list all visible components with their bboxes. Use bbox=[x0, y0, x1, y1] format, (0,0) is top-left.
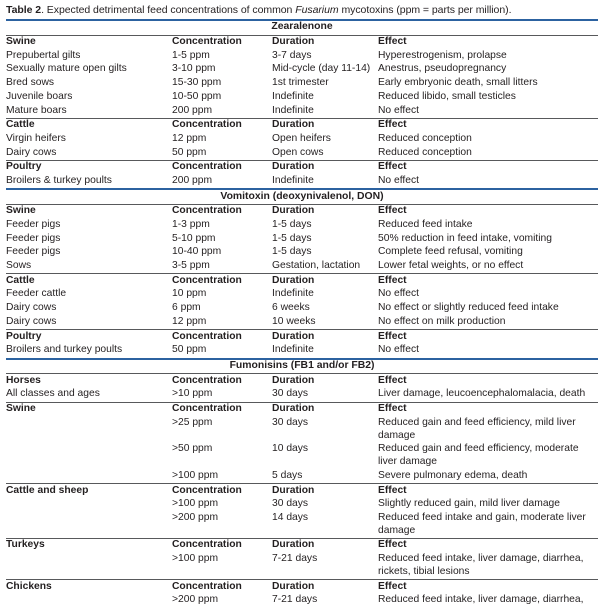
cell-duration: 5 days bbox=[272, 469, 303, 481]
cell-concentration: 15-30 ppm bbox=[172, 77, 222, 89]
cell-duration: 7-21 days bbox=[272, 594, 318, 606]
cell-duration: 3-7 days bbox=[272, 49, 312, 61]
group-header-row bbox=[6, 204, 598, 218]
table-row bbox=[6, 49, 598, 63]
cell-duration: Open heifers bbox=[272, 132, 331, 144]
cell-animal: Prepubertal gilts bbox=[6, 49, 81, 61]
table-caption-text-2: mycotoxins (ppm = parts per million). bbox=[338, 4, 512, 16]
table-row bbox=[6, 232, 598, 246]
table-row bbox=[6, 315, 598, 329]
table-row bbox=[6, 90, 598, 104]
table-row bbox=[6, 344, 598, 359]
cell-effect: No effect bbox=[378, 174, 420, 186]
cell-animal: Broilers & turkey poults bbox=[6, 174, 112, 186]
column-header-effect: Effect bbox=[378, 580, 598, 594]
cell-concentration: >100 ppm bbox=[172, 553, 219, 565]
cell-concentration: 10-40 ppm bbox=[172, 246, 222, 258]
cell-effect: 50% reduction in feed intake, vomiting bbox=[378, 232, 553, 244]
cell-concentration: >50 ppm bbox=[172, 443, 213, 455]
group-animal-header: Cattle bbox=[6, 274, 172, 288]
cell-effect: Reduced feed intake and gain, moderate liver damage bbox=[378, 511, 586, 536]
cell-concentration: 1-5 ppm bbox=[172, 49, 210, 61]
cell-concentration: 50 ppm bbox=[172, 344, 207, 356]
group-header-row bbox=[6, 374, 598, 388]
cell-effect: Slightly reduced gain, mild liver damage bbox=[378, 498, 561, 510]
cell-duration: 10 weeks bbox=[272, 315, 316, 327]
group-animal-header: Swine bbox=[6, 205, 36, 217]
cell-effect: Early embryonic death, small litters bbox=[378, 77, 538, 89]
column-header-effect: Effect bbox=[378, 330, 598, 344]
section-title-row bbox=[6, 359, 598, 374]
cell-concentration: 3-10 ppm bbox=[172, 63, 216, 75]
cell-duration: Open cows bbox=[272, 146, 324, 158]
table-row bbox=[6, 260, 598, 274]
cell-concentration: 12 ppm bbox=[172, 315, 207, 327]
cell-effect: Reduced gain and feed efficiency, moderate liver damage bbox=[378, 443, 579, 468]
table-row bbox=[6, 302, 598, 316]
column-header-effect: Effect bbox=[378, 402, 598, 416]
cell-duration: 10 days bbox=[272, 443, 309, 455]
cell-concentration: 10 ppm bbox=[172, 288, 207, 300]
column-header-effect: Effect bbox=[378, 274, 598, 288]
table-row bbox=[6, 469, 598, 483]
cell-animal: Dairy cows bbox=[6, 146, 57, 158]
table-row bbox=[6, 146, 598, 160]
cell-effect: No effect bbox=[378, 344, 420, 356]
cell-animal: Dairy cows bbox=[6, 315, 57, 327]
table-row bbox=[6, 104, 598, 118]
group-animal-header: Poultry bbox=[6, 330, 172, 344]
cell-effect: Reduced feed intake, liver damage, diarrhea, rickets, tibial lesions bbox=[378, 553, 584, 578]
cell-duration: 1-5 days bbox=[272, 232, 312, 244]
cell-effect: Liver damage, leucoencephalomalacia, death bbox=[378, 388, 586, 400]
cell-duration: 7-21 days bbox=[272, 553, 318, 565]
cell-animal bbox=[6, 443, 172, 470]
cell-duration: 6 weeks bbox=[272, 302, 310, 314]
column-header-concentration: Concentration bbox=[172, 484, 272, 498]
cell-effect: Lower fetal weights, or no effect bbox=[378, 260, 524, 272]
cell-animal: All classes and ages bbox=[6, 388, 100, 400]
cell-duration: Indefinite bbox=[272, 90, 314, 102]
cell-concentration: 1-3 ppm bbox=[172, 219, 210, 231]
cell-animal: Feeder cattle bbox=[6, 288, 67, 300]
group-header-row bbox=[6, 330, 598, 344]
cell-duration: Mid-cycle (day 11-14) bbox=[272, 63, 371, 75]
section-title: Fumonisins (FB1 and/or FB2) bbox=[6, 359, 598, 374]
cell-concentration: 12 ppm bbox=[172, 132, 207, 144]
cell-effect: Severe pulmonary edema, death bbox=[378, 469, 528, 481]
table-row bbox=[6, 553, 598, 580]
table-row bbox=[6, 246, 598, 260]
cell-concentration: 200 ppm bbox=[172, 104, 213, 116]
cell-concentration: 6 ppm bbox=[172, 302, 201, 314]
group-animal-header: Poultry bbox=[6, 160, 172, 174]
cell-effect: Reduced conception bbox=[378, 146, 472, 158]
table-row bbox=[6, 77, 598, 91]
cell-effect: Reduced gain and feed efficiency, mild liver damage bbox=[378, 416, 576, 441]
cell-animal bbox=[6, 594, 172, 608]
column-header-duration: Duration bbox=[272, 402, 378, 416]
cell-concentration: 3-5 ppm bbox=[172, 260, 210, 272]
cell-duration: 1-5 days bbox=[272, 219, 312, 231]
section-title: Zearalenone bbox=[6, 20, 598, 35]
group-header-row bbox=[6, 402, 598, 416]
cell-effect: No effect bbox=[378, 288, 420, 300]
cell-animal: Sows bbox=[6, 260, 32, 272]
column-header-concentration: Concentration bbox=[172, 374, 242, 386]
group-animal-header: Turkeys bbox=[6, 539, 172, 553]
column-header-concentration: Concentration bbox=[172, 36, 242, 48]
cell-concentration: 10-50 ppm bbox=[172, 90, 222, 102]
cell-animal: Dairy cows bbox=[6, 302, 57, 314]
cell-animal: Feeder pigs bbox=[6, 246, 61, 258]
cell-duration: 1-5 days bbox=[272, 246, 312, 258]
section-title: Vomitoxin (deoxynivalenol, DON) bbox=[6, 189, 598, 204]
column-header-duration: Duration bbox=[272, 36, 315, 48]
cell-effect: Reduced feed intake, liver damage, diarrhea, bbox=[378, 594, 584, 606]
table-caption bbox=[6, 4, 598, 19]
group-header-row bbox=[6, 484, 598, 498]
table-row bbox=[6, 63, 598, 77]
column-header-duration: Duration bbox=[272, 205, 315, 217]
cell-duration: Gestation, lactation bbox=[272, 260, 361, 272]
cell-animal: Bred sows bbox=[6, 77, 55, 89]
cell-duration: 30 days bbox=[272, 416, 309, 428]
table-row bbox=[6, 388, 598, 402]
cell-animal: Mature boars bbox=[6, 104, 67, 116]
cell-effect: Hyperestrogenism, prolapse bbox=[378, 49, 507, 61]
cell-effect: No effect on milk production bbox=[378, 315, 506, 327]
column-header-concentration: Concentration bbox=[172, 580, 272, 594]
group-header-row bbox=[6, 160, 598, 174]
cell-effect: Complete feed refusal, vomiting bbox=[378, 246, 523, 258]
group-animal-header: Chickens bbox=[6, 580, 172, 594]
cell-animal bbox=[6, 498, 172, 512]
cell-animal: Broilers and turkey poults bbox=[6, 344, 123, 356]
column-header-duration: Duration bbox=[272, 330, 378, 344]
column-header-effect: Effect bbox=[378, 205, 407, 217]
cell-effect: No effect bbox=[378, 104, 420, 116]
column-header-duration: Duration bbox=[272, 118, 378, 132]
mycotoxin-table bbox=[6, 19, 598, 608]
column-header-duration: Duration bbox=[272, 274, 378, 288]
cell-concentration: >200 ppm bbox=[172, 511, 219, 523]
group-header-row bbox=[6, 580, 598, 594]
table-row bbox=[6, 443, 598, 470]
cell-concentration: >100 ppm bbox=[172, 498, 219, 510]
table-row bbox=[6, 416, 598, 443]
cell-animal: Sexually mature open gilts bbox=[6, 63, 127, 75]
column-header-duration: Duration bbox=[272, 484, 378, 498]
cell-animal: Juvenile boars bbox=[6, 90, 73, 102]
column-header-concentration: Concentration bbox=[172, 274, 272, 288]
group-animal-header: Horses bbox=[6, 374, 41, 386]
table-caption-label: Table 2 bbox=[6, 4, 42, 16]
column-header-effect: Effect bbox=[378, 36, 407, 48]
cell-animal bbox=[6, 553, 172, 580]
column-header-effect: Effect bbox=[378, 539, 598, 553]
group-header-row bbox=[6, 35, 598, 49]
group-animal-header: Cattle and sheep bbox=[6, 484, 172, 498]
cell-concentration: >25 ppm bbox=[172, 416, 213, 428]
table-row bbox=[6, 288, 598, 302]
cell-duration: Indefinite bbox=[272, 174, 314, 186]
cell-effect: Reduced feed intake bbox=[378, 219, 473, 231]
cell-concentration: 200 ppm bbox=[172, 174, 213, 186]
column-header-concentration: Concentration bbox=[172, 205, 242, 217]
column-header-concentration: Concentration bbox=[172, 330, 272, 344]
table-row bbox=[6, 498, 598, 512]
table-caption-italic: Fusarium bbox=[295, 4, 339, 16]
cell-effect: Reduced conception bbox=[378, 132, 472, 144]
cell-concentration: 5-10 ppm bbox=[172, 232, 216, 244]
cell-duration: Indefinite bbox=[272, 288, 314, 300]
column-header-effect: Effect bbox=[378, 374, 407, 386]
table-row bbox=[6, 219, 598, 233]
group-header-row bbox=[6, 274, 598, 288]
section-title-row bbox=[6, 189, 598, 204]
column-header-concentration: Concentration bbox=[172, 539, 272, 553]
cell-animal: Feeder pigs bbox=[6, 232, 61, 244]
column-header-duration: Duration bbox=[272, 539, 378, 553]
cell-duration: Indefinite bbox=[272, 104, 314, 116]
group-animal-header: Swine bbox=[6, 36, 36, 48]
group-header-row bbox=[6, 118, 598, 132]
cell-concentration: 50 ppm bbox=[172, 146, 207, 158]
cell-duration: 30 days bbox=[272, 388, 309, 400]
cell-concentration: >200 ppm bbox=[172, 594, 219, 606]
table-caption-text-1: . Expected detrimental feed concentrations of common bbox=[41, 4, 296, 16]
cell-effect: Anestrus, pseudopregnancy bbox=[378, 63, 507, 75]
column-header-duration: Duration bbox=[272, 580, 378, 594]
section-title-row bbox=[6, 20, 598, 35]
cell-animal: Feeder pigs bbox=[6, 219, 61, 231]
cell-effect: No effect or slightly reduced feed intake bbox=[378, 302, 559, 314]
cell-animal bbox=[6, 469, 172, 483]
column-header-concentration: Concentration bbox=[172, 160, 272, 174]
group-animal-header: Swine bbox=[6, 402, 172, 416]
column-header-effect: Effect bbox=[378, 118, 598, 132]
cell-duration: 30 days bbox=[272, 498, 309, 510]
cell-concentration: >100 ppm bbox=[172, 469, 219, 481]
column-header-duration: Duration bbox=[272, 374, 315, 386]
cell-duration: 14 days bbox=[272, 511, 309, 523]
group-header-row bbox=[6, 539, 598, 553]
cell-animal bbox=[6, 512, 172, 539]
cell-animal: Virgin heifers bbox=[6, 132, 66, 144]
cell-concentration: >10 ppm bbox=[172, 388, 213, 400]
cell-animal bbox=[6, 416, 172, 443]
cell-effect: Reduced libido, small testicles bbox=[378, 90, 516, 102]
table-body bbox=[6, 20, 598, 608]
column-header-duration: Duration bbox=[272, 160, 378, 174]
cell-duration: 1st trimester bbox=[272, 77, 329, 89]
column-header-effect: Effect bbox=[378, 484, 598, 498]
table-row bbox=[6, 512, 598, 539]
group-animal-header: Cattle bbox=[6, 118, 172, 132]
table-row bbox=[6, 175, 598, 190]
table-row bbox=[6, 133, 598, 147]
column-header-effect: Effect bbox=[378, 160, 598, 174]
cell-duration: Indefinite bbox=[272, 344, 314, 356]
column-header-concentration: Concentration bbox=[172, 118, 272, 132]
column-header-concentration: Concentration bbox=[172, 402, 272, 416]
table-row bbox=[6, 594, 598, 608]
